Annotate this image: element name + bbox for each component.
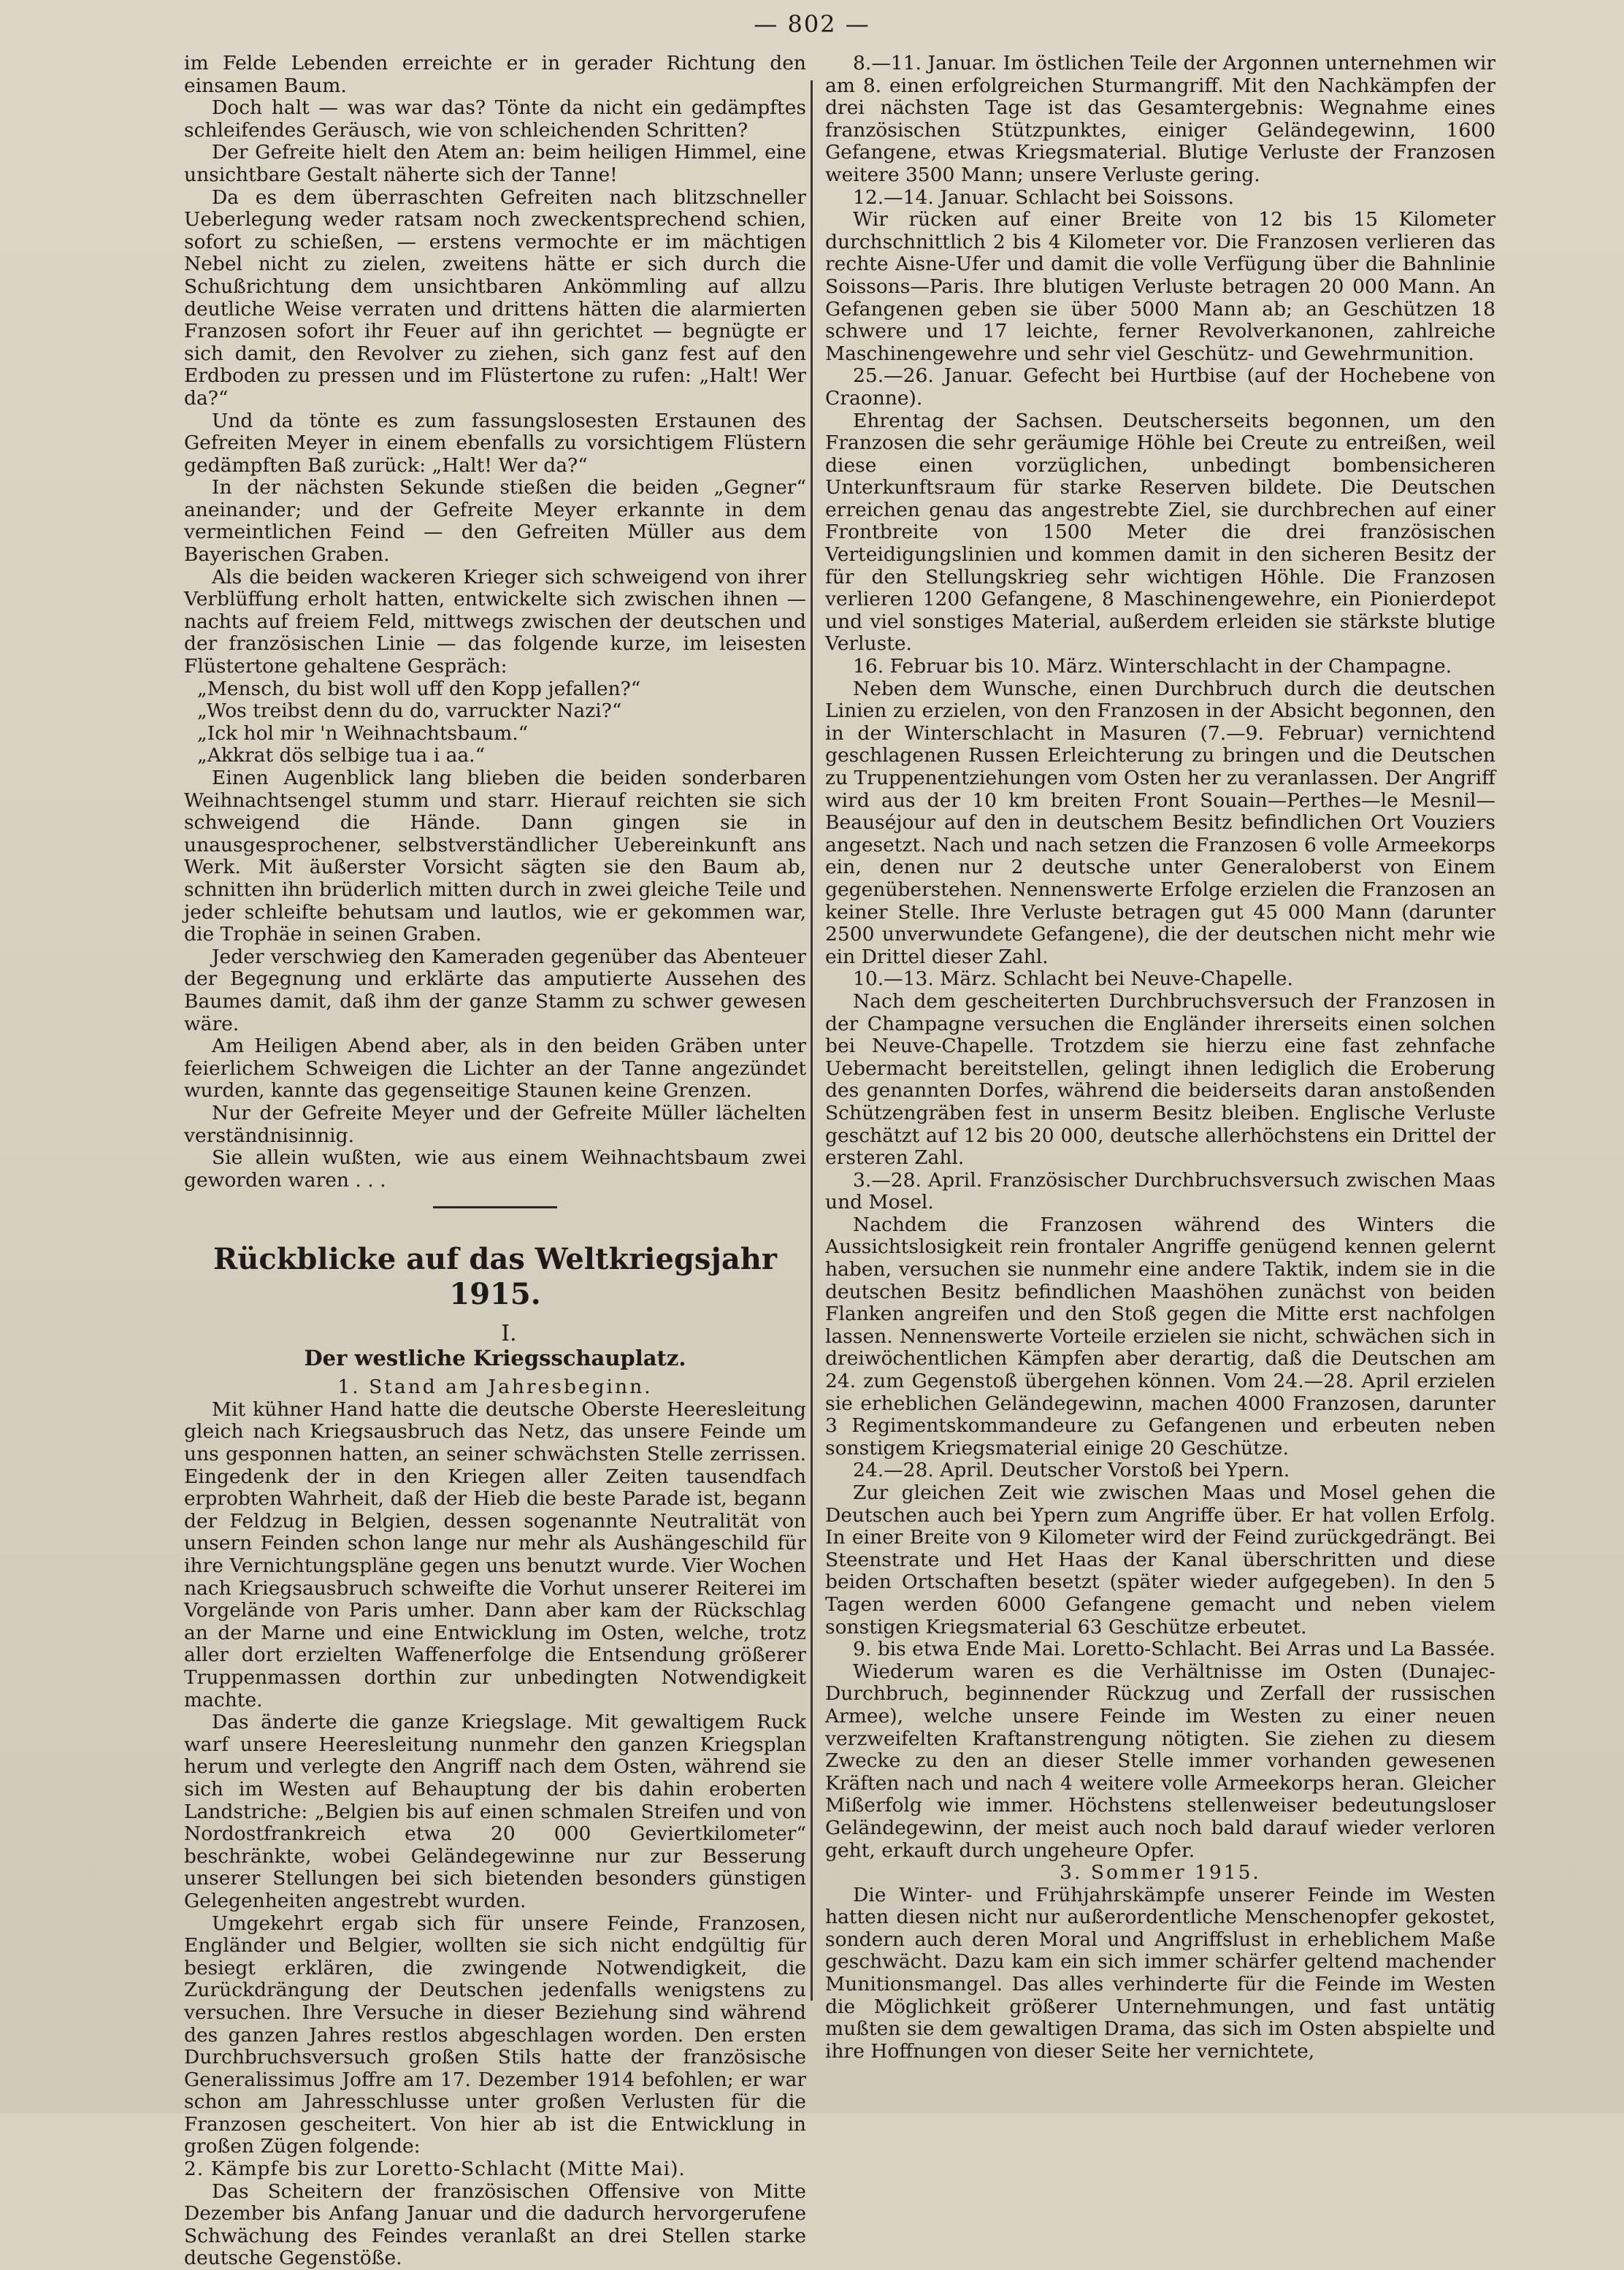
story-paragraph: Und da tönte es zum fassungslosesten Erstaunen des Gefreiten Meyer in einem ebenfalls zu vorsichtigem Flüstern gedämpften Baß zurück: „Halt! Wer da?“ <box>184 409 806 477</box>
date-heading: 24.—28. April. Deutscher Vorstoß bei Ypern. <box>853 1459 1290 1482</box>
article-paragraph: Zur gleichen Zeit wie zwischen Maas und Mosel gehen die Deutschen auch bei Ypern zum Angriffe über. Er hat vollen Erfolg. In einer Breite von 9 Kilometer wird der Feind zurückgedrängt. Bei Steenstrate und Het Haas der Kanal überschritten und diese beiden Ortschaften besetzt (später wieder aufgegeben). In den 5 Tagen werden 6000 Gefangene gemacht und neben vielem sonstigen Kriegsmaterial 63 Geschütze erbeutet. <box>825 1481 1495 1638</box>
dialogue-line: „Akkrat dös selbige tua i aa.“ <box>197 744 486 767</box>
article-paragraph: Wir rücken auf einer Breite von 12 bis 15 Kilometer durchschnittlich 2 bis 4 Kilometer vor. Die Franzosen verlieren das rechte Aisne-Ufer und damit die volle Verfügung über die Bahnlinie Soissons—Paris. Ihre blutigen Verluste betragen 20 000 Mann. An Gefangenen geben sie über 5000 Mann ab; an Geschützen 18 schwere und 17 leichte, ferner Revolverkanonen, zahlreiche Maschinengewehre und sehr viel Geschütz- und Gewehrmunition. <box>825 208 1495 365</box>
article-paragraph: Das änderte die ganze Kriegslage. Mit gewaltigem Ruck warf unsere Heeresleitung nunmehr den ganzen Kriegsplan herum und verlegte den Angriff nach dem Osten, während sie sich im Westen auf Behauptung der bis dahin eroberten Landstriche: „Belgien bis auf einen schmalen Streifen und von Nordostfrankreich etwa 20 000 Geviertkilometer“ beschränkte, wobei Geländegewinne nur zur Besserung unserer Stellungen bei sich bietenden besonders günstigen Gelegenheiten angestrebt wurden. <box>184 1711 806 1912</box>
section-heading: 3. Sommer 1915. <box>1060 1861 1261 1884</box>
story-paragraph: Am Heiligen Abend aber, als in den beiden Gräben unter feierlichem Schweigen die Lichter an der Tanne angezündet wurden, kannte das gegenseitige Staunen keine Grenzen. <box>184 1035 806 1103</box>
dialogue-line: „Wos treibst denn du do, varruckter Nazi?“ <box>197 699 622 723</box>
article-paragraph: Nach dem gescheiterten Durchbruchsversuch der Franzosen in der Champagne versuchen die Engländer ihrerseits einen solchen bei Neuve-Chapelle. Trotzdem sie hierzu eine fast zehnfache Uebermacht bereitstellen, gelingt ihnen lediglich die Eroberung des genannten Dorfes, während die beiderseits daran anstoßenden Schützengräben fest in unserm Besitz bleiben. Englische Verluste geschätzt auf 12 bis 20 000, deutsche allerhöchstens ein Drittel der ersteren Zahl. <box>825 989 1495 1170</box>
article-paragraph: 8.—11. Januar. Im östlichen Teile der Argonnen unternehmen wir am 8. einen erfolgreichen Sturmangriff. Mit den Nachkämpfen der drei nächsten Tage ist das Gesamtergebnis: Wegnahme eines französischen Stützpunktes, einiger Geländegewinn, 1600 Gefangene, etwas Kriegsmaterial. Blutige Verluste der Franzosen weitere 3500 Mann; unsere Verluste gering. <box>825 52 1495 186</box>
story-paragraph: Da es dem überraschten Gefreiten nach blitzschneller Ueberlegung weder ratsam noch zweckentsprechend schien, sofort zu schießen, — erstens vermochte er im mächtigen Nebel nicht zu zielen, zweitens hätte er sich durch die Schußrichtung dem unsichtbaren Ankömmling auf allzu deutliche Weise verraten und drittens hätten die alarmierten Franzosen sofort ihr Feuer auf ihn gerichtet — begnügte er sich damit, den Revolver zu ziehen, sich ganz fest auf den Erdboden zu pressen und im Flüstertone zu rufen: „Halt! Wer da?“ <box>184 185 806 410</box>
right-column <box>825 53 1495 2084</box>
story-paragraph: Jeder verschwieg den Kameraden gegenüber das Abenteuer der Begegnung und erklärte das amputierte Aussehen des Baumes damit, daß ihm der ganze Stamm zu schwer gewesen wäre. <box>184 945 806 1035</box>
date-heading: 10.—13. März. Schlacht bei Neuve-Chapelle. <box>853 967 1293 991</box>
column-divider <box>811 80 813 2001</box>
story-paragraph: im Felde Lebenden erreichte er in gerader Richtung den einsamen Baum. <box>184 52 806 97</box>
story-paragraph: Sie allein wußten, wie aus einem Weihnachtsbaum zwei geworden waren . . . <box>184 1146 806 1192</box>
date-heading: 12.—14. Januar. Schlacht bei Soissons. <box>853 185 1234 209</box>
dialogue-line: „Ick hol mir 'n Weihnachtsbaum.“ <box>197 721 529 745</box>
article-paragraph: Die Winter- und Frühjahrskämpfe unserer Feinde im Westen hatten diesen nicht nur außerordentliche Menschenopfer gekostet, sondern auch deren Moral und Angriffslust in erheblichem Maße geschwächt. Dazu kam ein sich immer schärfer geltend machender Munitionsmangel. Das alles verhinderte für die Feinde im Westen die Möglichkeit größerer Unternehmungen, und fast untätig mußten sie dem gewaltigen Drama, das sich im Osten abspielte und ihre Hoffnungen von dieser Seite her vernichtete, <box>825 1883 1495 2063</box>
article-numeral: I. <box>501 1321 517 1347</box>
date-heading: 16. Februar bis 10. März. Winterschlacht in der Champagne. <box>853 655 1452 678</box>
left-column <box>184 52 806 2270</box>
article-title: Rückblicke auf das Weltkriegsjahr 1915. <box>213 1242 777 1312</box>
article-paragraph: Ehrentag der Sachsen. Deutscherseits begonnen, um den Franzosen die sehr geräumige Höhle bei Creute zu entreißen, weil diese einen vorzüglichen, unbedingt bombensicheren Unterkunftsraum für starke Reserven bildete. Die Deutschen erreichen genau das angestrebte Ziel, sie durchbrechen auf einer Frontbreite von 1500 Meter die drei französischen Verteidigungslinien und kommen damit in den sicheren Besitz der für den Stellungskrieg sehr wichtigen Höhle. Die Franzosen verlieren 1200 Gefangene, 8 Maschinengewehre, ein Pionierdepot und viel sonstiges Material, außerdem erleiden sie stärkste blutige Verluste. <box>825 409 1495 656</box>
date-heading: 9. bis etwa Ende Mai. Loretto-Schlacht. Bei Arras und La Bassée. <box>853 1638 1495 1661</box>
dialogue-line: „Mensch, du bist woll uff den Kopp jefallen?“ <box>197 677 641 700</box>
date-heading: 3.—28. April. Französischer Durchbruchsversuch zwischen Maas und Mosel. <box>825 1168 1495 1214</box>
section-heading: 2. Kämpfe bis zur Loretto-Schlacht (Mitte Mai). <box>184 2158 686 2181</box>
article-paragraph: Nachdem die Franzosen während des Winters die Aussichtslosigkeit rein frontaler Angriffe genügend kennen gelernt haben, versuchen sie nunmehr eine andere Taktik, indem sie in die deutschen Besitz befindlichen Maashöhen zunächst von beiden Flanken angreifen und den Stoß gegen die Mitte erst nachfolgen lassen. Nennenswerte Vorteile erzielen sie nicht, schwächen sich in dreiwöchentlichen Kämpfen aber derartig, daß die Deutschen am 24. zum Gegenstoß übergehen können. Vom 24.—28. April erzielen sie erheblichen Geländegewinn, machen 4000 Franzosen, darunter 3 Regimentskommandeure zu Gefangenen und erbeuten neben sonstigem Kriegsmaterial einige 20 Geschütze. <box>825 1213 1495 1460</box>
page-number: — 802 — <box>754 10 870 38</box>
article-paragraph: Wiederum waren es die Verhältnisse im Osten (Dunajec-Durchbruch, beginnender Rückzug und Zerfall der russischen Armee), welche unsere Feinde im Westen zu einer neuen verzweifelten Kraftanstrengung nötigten. Sie ziehen zu diesem Zwecke zu den an dieser Stelle immer vorhanden gewesenen Kräften nach und nach 4 weitere volle Armeekorps heran. Gleicher Mißerfolg wie immer. Höchstens stellenweiser bedeutungsloser Geländegewinn, der meist auch noch bald darauf wieder verloren geht, erkauft durch ungeheure Opfer. <box>825 1660 1495 1862</box>
article-paragraph: Mit kühner Hand hatte die deutsche Oberste Heeresleitung gleich nach Kriegsausbruch das Netz, das unsere Feinde um uns gesponnen hatten, an seiner schwächsten Stelle zerrissen. Eingedenk der in den Kriegen aller Zeiten tausendfach erprobten Wahrheit, daß der Hieb die beste Parade ist, begann der Feldzug in Belgien, dessen sogenannte Neutralität von unsern Feinden schon lange nur mehr als Aushängeschild für ihre Vernichtungspläne gegen uns benutzt wurde. Vier Wochen nach Kriegsausbruch schweifte die Vorhut unserer Reiterei im Vorgelände von Paris umher. Dann aber kam der Rückschlag an der Marne und eine Entwicklung im Osten, welche, trotz aller dort erzielten Waffenerfolge die Entsendung größerer Truppenmassen dorthin zur unbedingten Notwendigkeit machte. <box>184 1397 806 1711</box>
story-paragraph: In der nächsten Sekunde stießen die beiden „Gegner“ aneinander; und der Gefreite Meyer erkannte in dem vermeintlichen Feind — den Gefreiten Müller aus dem Bayerischen Graben. <box>184 476 806 567</box>
story-paragraph: Doch halt — was war das? Tönte da nicht ein gedämpftes schleifendes Geräusch, wie von schleichenden Schritten? <box>184 96 806 142</box>
story-paragraph: Nur der Gefreite Meyer und der Gefreite Müller lächelten verständnisinnig. <box>184 1101 806 1147</box>
article-paragraph: Neben dem Wunsche, einen Durchbruch durch die deutschen Linien zu erzielen, von den Franzosen in der Absicht begonnen, den in der Winterschlacht in Masuren (7.—9. Februar) vernichtend geschlagenen Russen Erleichterung zu bringen und die Deutschen zu Truppenentziehungen vom Osten her zu veranlassen. Der Angriff wird aus der 10 km breiten Front Souain—Perthes—le Mesnil—Beauséjour auf den in deutschem Besitz befindlichen Ort Vouziers angesetzt. Nach und nach setzen die Franzosen 6 volle Armeekorps ein, denen nur 2 deutsche unter Generaloberst von Einem gegenüberstehen. Nennenswerte Erfolge erzielen die Franzosen an keiner Stelle. Ihre Verluste betragen gut 45 000 Mann (darunter 2500 unverwundete Gefangene), die der deutschen nicht mehr wie ein Drittel dieser Zahl. <box>825 677 1495 968</box>
story-paragraph: Einen Augenblick lang blieben die beiden sonderbaren Weihnachtsengel stumm und starr. Hierauf reichten sie sich schweigend die Hände. Dann gingen sie in unausgesprochener, selbstverständlicher Uebereinkunft ans Werk. Mit äußerster Vorsicht sägten sie den Baum ab, schnitten ihn brüderlich mitten durch in zwei gleiche Teile und jeder schleifte behutsam und lautlos, wie er gekommen war, die Trophäe in seinen Graben. <box>184 767 806 946</box>
date-heading: 25.—26. Januar. Gefecht bei Hurtbise (auf der Hochebene von Craonne). <box>825 364 1495 410</box>
section-heading: 1. Stand am Jahresbeginn. <box>337 1376 653 1399</box>
article-paragraph: Das Scheitern der französischen Offensive von Mitte Dezember bis Anfang Januar und die dadurch hervorgerufene Schwächung des Feindes veranlaßt an drei Stellen starke deutsche Gegenstöße. <box>184 2179 806 2270</box>
article-subtitle: Der westliche Kriegsschauplatz. <box>304 1346 686 1371</box>
article-separator <box>433 1206 557 1208</box>
article-paragraph: Umgekehrt ergab sich für unsere Feinde, Franzosen, Engländer und Belgier, wollten sie sich nicht endgültig für besiegt erklären, die zwingende Notwendigkeit, die Zurückdrängung der Deutschen jedenfalls wenigstens zu versuchen. Ihre Versuche in dieser Beziehung sind während des ganzen Jahres restlos abgeschlagen worden. Den ersten Durchbruchsversuch großen Stils hatte der französische Generalissimus Joffre am 17. Dezember 1914 befohlen; er war schon am Jahresschlusse unter großen Verlusten für die Franzosen gescheitert. Von hier ab ist die Entwicklung in großen Zügen folgende: <box>184 1912 806 2158</box>
story-paragraph: Als die beiden wackeren Krieger sich schweigend von ihrer Verblüffung erholt hatten, entwickelte sich zwischen ihnen — nachts auf freiem Feld, mittwegs zwischen der deutschen und der französischen Linie — das folgende kurze, im leisesten Flüstertone gehaltene Gespräch: <box>184 565 806 678</box>
story-paragraph: Der Gefreite hielt den Atem an: beim heiligen Himmel, eine unsichtbare Gestalt näherte sich der Tanne! <box>184 141 806 186</box>
